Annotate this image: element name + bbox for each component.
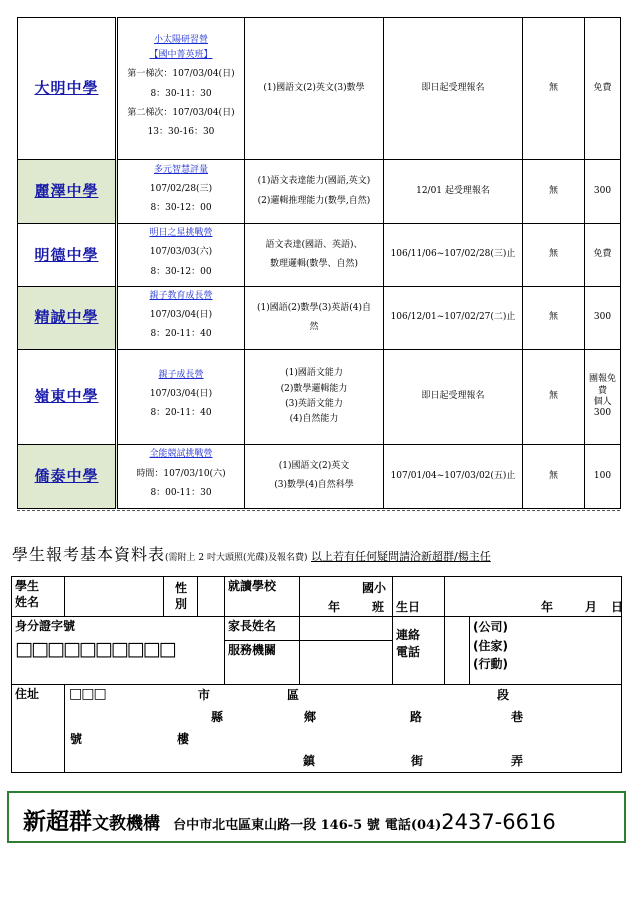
schedule-row [18, 160, 621, 224]
subject-line: (3)英語文能力 [285, 398, 343, 409]
camp-time: 8：30-12：00 [150, 203, 212, 214]
fee-line: 100 [593, 470, 612, 481]
fee-cell [585, 444, 621, 508]
registration-period: 12/01 起受理報名 [416, 185, 490, 196]
requirement: 無 [548, 185, 558, 196]
registration-period: 106/11/06~107/02/28(三)止 [390, 249, 516, 260]
subject-line: (3)數學(4)自然科學 [274, 480, 354, 491]
student-name-label: 學生姓名 [12, 577, 65, 617]
birthday-label: 生日 [393, 577, 445, 617]
addr-lane: 巷 [511, 710, 524, 724]
fee-line: 300 [593, 185, 612, 196]
id-number-field[interactable] [12, 617, 225, 685]
subject-line: (1)國語(2)數學(3)英語(4)自 [257, 302, 371, 313]
id-label: 身分證字號 [15, 619, 76, 633]
workplace-label: 服務機關 [225, 641, 300, 685]
camp-time: 107/02/28(三) [149, 183, 213, 194]
org-name: 新超群 [23, 809, 92, 835]
subject-line: (1)語文表達能力(國語,英文) [257, 176, 371, 187]
requirement-cell [523, 349, 585, 444]
camp-time: 8：20-11：40 [150, 329, 212, 340]
org-suffix: 文教機構 [92, 814, 160, 834]
school-cell [18, 224, 117, 287]
requirement: 無 [548, 82, 558, 93]
subjects-cell [245, 160, 384, 224]
fee-line: 300 [593, 408, 612, 418]
camp-name[interactable]: 親子教育成長營 [149, 290, 213, 301]
gender-label: 性別 [164, 577, 198, 617]
school-name: 僑泰中學 [34, 466, 99, 485]
subject-line: 數理邏輯(數學、自然) [269, 258, 359, 269]
school-label: 就讀學校 [225, 577, 300, 617]
year-label: 年 [541, 600, 554, 614]
requirement: 無 [548, 249, 558, 260]
parent-field[interactable] [300, 617, 393, 641]
elementary-label: 國小 [361, 581, 386, 595]
requirement-cell [523, 286, 585, 349]
fee-line: 費 [597, 385, 607, 396]
addr-district: 區 [287, 688, 300, 702]
schedule-row [18, 18, 621, 160]
school-cell [18, 444, 117, 508]
birthday-field[interactable] [445, 577, 622, 617]
camp-time: 8：00-11：30 [150, 487, 212, 498]
workplace-field[interactable] [300, 641, 393, 685]
camp-time: 8：20-11：40 [150, 408, 212, 419]
schedule-row [18, 286, 621, 349]
phone-company: (公司) [473, 620, 508, 634]
subject-line: 語文表達(國語、英語)、 [265, 239, 363, 250]
school-name: 嶺東中學 [34, 387, 99, 406]
subject-line: (1)國語文(2)英文 [278, 461, 350, 471]
fee-line: 300 [593, 312, 612, 323]
addr-city: 市 [198, 688, 211, 702]
form-note: (需附上 2 吋大頭照(光碟)及報名費) [165, 553, 308, 563]
registration-period: 107/01/04~107/03/02(五)止 [390, 470, 516, 481]
camp-subtitle[interactable]: 【國中菁英班】 [149, 50, 213, 60]
requirement: 無 [548, 312, 558, 323]
subjects-cell [245, 444, 384, 508]
contact-phone-label: 連絡電話 [393, 617, 445, 685]
camp-cell [117, 224, 245, 287]
requirement: 無 [548, 470, 558, 481]
camp-name[interactable]: 親子成長營 [158, 369, 204, 380]
camp-name[interactable]: 多元智慧評量 [153, 164, 208, 175]
address-field[interactable] [65, 685, 622, 773]
address-label: 住址 [12, 685, 65, 773]
org-phone: 2437-6616 [441, 810, 556, 834]
id-boxes: □□□□□□□□□□ [15, 638, 175, 661]
addr-alley: 弄 [511, 754, 524, 768]
registration-form [11, 576, 622, 773]
camp-time: 8：30-11：30 [150, 88, 212, 99]
registration-cell [384, 160, 523, 224]
subjects-cell [245, 224, 384, 287]
phone-home: (住家) [473, 638, 508, 653]
addr-town: 鎮 [303, 754, 316, 768]
phone-spacer [445, 617, 470, 685]
camp-name[interactable]: 小太陽研習營 [153, 34, 208, 45]
addr-street: 街 [411, 754, 424, 768]
subjects-cell [245, 349, 384, 444]
school-name: 精誠中學 [34, 308, 99, 327]
subject-line: (1)國語文能力 [285, 368, 343, 379]
camp-time: 第一梯次：107/03/04(日) [127, 69, 235, 80]
camp-time: 13：30-16：30 [147, 127, 215, 137]
school-name: 明德中學 [34, 245, 99, 264]
org-phone-prefix: 電話(04) [384, 818, 442, 833]
section-divider [17, 510, 620, 511]
addr-number: 號 [70, 732, 83, 746]
schedule-table [17, 17, 621, 509]
student-name-field[interactable] [65, 577, 164, 617]
zip-boxes: □□□ [69, 686, 106, 702]
registration-cell [384, 444, 523, 508]
subjects-cell [245, 18, 384, 160]
fee-cell [585, 18, 621, 160]
camp-time: 107/03/04(日) [149, 310, 213, 321]
camp-cell [117, 444, 245, 508]
registration-cell [384, 224, 523, 287]
form-title: 學生報考基本資料表 [12, 545, 166, 564]
school-cell [18, 160, 117, 224]
camp-name[interactable]: 全能競試挑戰營 [149, 449, 213, 460]
camp-time: 第二梯次：107/03/04(日) [127, 107, 235, 118]
gender-field[interactable] [198, 577, 225, 617]
org-address: 台中市北屯區東山路一段 146-5 號 [173, 818, 380, 833]
requirement: 無 [548, 391, 558, 402]
school-name: 大明中學 [34, 79, 99, 98]
subject-line: (4)自然能力 [289, 414, 339, 424]
registration-cell [384, 349, 523, 444]
form-contact-note: 以上若有任何疑問請洽新超群/楊主任 [311, 550, 491, 563]
camp-time: 107/03/04(日) [149, 389, 213, 400]
schedule-row [18, 349, 621, 444]
school-cell [18, 349, 117, 444]
month-label: 月 [585, 600, 598, 614]
camp-cell [117, 160, 245, 224]
subject-line: (1)國語文(2)英文(3)數學 [263, 82, 365, 93]
camp-cell [117, 18, 245, 160]
addr-township: 鄉 [304, 710, 317, 724]
addr-county: 縣 [211, 710, 224, 724]
fee-cell [585, 349, 621, 444]
schedule-row [18, 444, 621, 508]
addr-road: 路 [410, 710, 423, 724]
fee-cell [585, 286, 621, 349]
registration-period: 106/12/01~107/02/27(二)止 [390, 312, 516, 323]
org-banner [7, 791, 626, 843]
subject-line: 然 [309, 321, 319, 332]
camp-cell [117, 349, 245, 444]
camp-time: 8：30-12：00 [150, 266, 212, 277]
schedule-row [18, 224, 621, 287]
registration-cell [384, 18, 523, 160]
camp-cell [117, 286, 245, 349]
registration-period: 即日起受理報名 [421, 82, 485, 93]
addr-section: 段 [497, 688, 510, 702]
grade-label: 年 [328, 600, 341, 614]
school-cell [18, 286, 117, 349]
requirement-cell [523, 18, 585, 160]
fee-cell [585, 160, 621, 224]
camp-name[interactable]: 明日之星挑戰營 [149, 228, 213, 238]
phone-mobile: (行動) [473, 657, 508, 672]
class-label: 班 [371, 600, 384, 614]
school-name: 麗澤中學 [34, 182, 99, 201]
form-heading [12, 542, 632, 565]
subject-line: (2)邏輯推理能力(數學,自然) [257, 195, 371, 206]
fee-line: 免費 [593, 249, 612, 260]
school-field[interactable] [300, 577, 393, 617]
parent-label: 家長姓名 [225, 617, 300, 641]
camp-time: 時間：107/03/10(六) [136, 468, 226, 479]
addr-floor: 樓 [177, 732, 190, 746]
requirement-cell [523, 160, 585, 224]
subject-line: (2)數學邏輯能力 [280, 383, 348, 394]
fee-line: 團報免 [588, 374, 616, 385]
day-label: 日 [611, 600, 624, 614]
camp-time: 107/03/03(六) [149, 247, 213, 258]
requirement-cell [523, 224, 585, 287]
fee-line: 個人 [593, 396, 612, 407]
registration-cell [384, 286, 523, 349]
fee-cell [585, 224, 621, 287]
school-cell [18, 18, 117, 160]
registration-period: 即日起受理報名 [421, 391, 485, 402]
phone-fields[interactable] [470, 617, 622, 685]
fee-line: 免費 [593, 82, 612, 93]
requirement-cell [523, 444, 585, 508]
subjects-cell [245, 286, 384, 349]
